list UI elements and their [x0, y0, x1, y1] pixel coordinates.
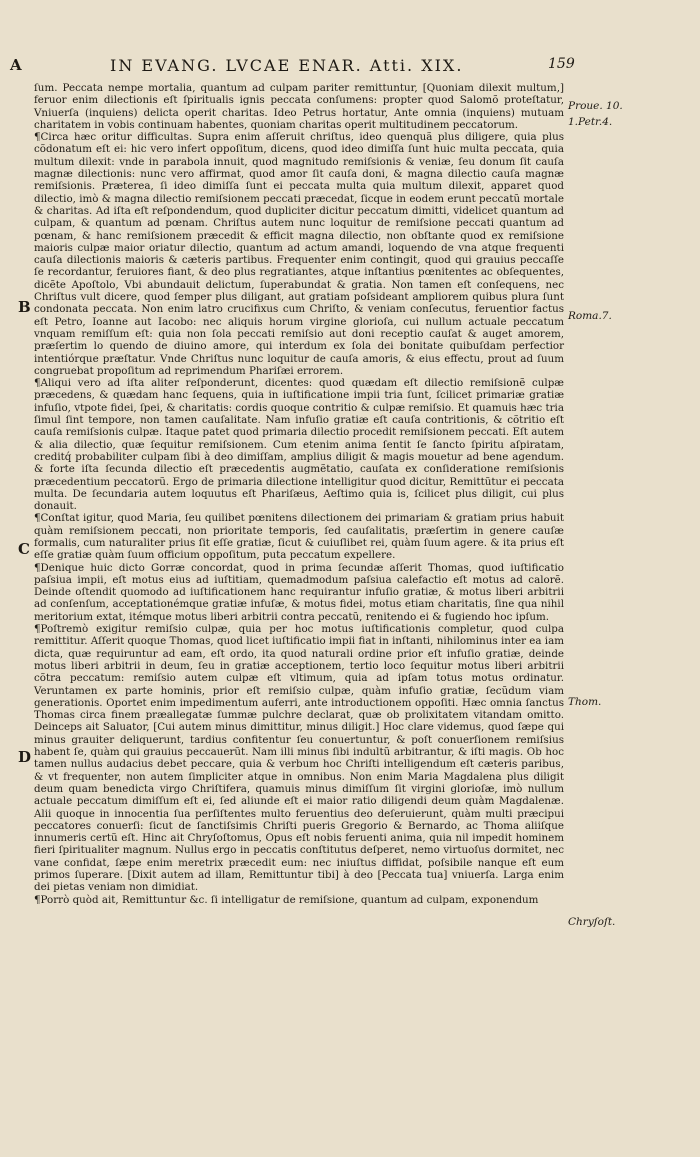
paragraph-6: ¶Poſtremò exigitur remiſsio culpæ, quia per hoc motus iuſtificationis completur, quod culpa remittitur. Aſſerit quoque Thomas, quod licet iuſtificatio impii fiat in inſtanti, nihilominus inter ea iam dicta, quæ requiruntur ad eam, eſt ordo, ita quod naturali ordine prior eſt infuſio gratiæ, deinde motus liberi arbitrii in deum, ſeu in gratiæ acceptionem, tertio loco ſequitur motus liberi arbitrii cõtra peccatum: remiſsio autem culpæ eſt vltimum, quia ad ipſam totus motus ordinatur. Veruntamen ex parte hominis, prior eſt remiſsio culpæ, quàm infuſio gratiæ, ſecũdum viam generationis. Oportet enim impedimentum auferri, ante introductionem oppoſiti. Hæc omnia ſanctus Thomas circa finem præallegatæ ſummæ pulchre declarat, quæ ob prolixitatem vitandam omitto. Deinceps ait Saluator, [Cui autem minus dimittitur, minus diligit.] Hoc clare videmus, quod ſæpe qui minus grauiter deliquerunt, tardius confitentur ſeu conuertuntur, & poſt conuerſionem remiſsius habent ſe, quàm qui grauius peccauerũt. Nam illi minus ſibi indultũ arbitrantur, & iſti magis. Ob hoc tamen nullus audacius debet peccare, quia & verbum hoc Chriſti intelligendum eſt cæteris paribus, & vt frequenter, non autem ſimpliciter atque in omnibus. Non enim Maria Magdalena plus diligit deum quam benedicta virgo Chriſtifera, quamuis minus dimiſſum ſit virgini glorioſæ, imò nullum actuale peccatum dimiſſum eſt ei, ſed aliunde eſt ei maior ratio diligendi deum quàm Magdalenæ. Alii quoque in innocentia ſua perſiſtentes multo feruentius deo deſeruierunt, quàm multi præcipui peccatores conuerſi: ſicut de ſanctiſsimis Chriſti pueris Gregorio & Bernardo, ac Thoma aliiſque innumeris certũ eſt. Hinc ait Chryſoſtomus, Opus eſt nobis feruenti anima, quia nil impedit hominem fieri ſpiritualiter magnum. Nullus ergo in peccatis conſtitutus deſperet, nemo virtuoſus dormitet, nec vane confidat, ſæpe enim meretrix præcedit eum: nec iniuſtus diffidat, poſsibile nanque eſt eum primos ſuperare. [Dixit autem ad illam, Remittuntur tibi] à deo [Peccata tua] vniuerſa. Larga enim dei pietas veniam non dimidiat.	[34, 623, 564, 894]
running-header	[0, 56, 700, 82]
side-note-proverbs: Proue. 10.	[568, 100, 623, 112]
paragraph-5: ¶Denique huic dicto Gorræ concordat, quod in prima ſecundæ aſſerit Thomas, quod iuſtificatio paſsiua impii, eſt motus eius ad iuſtitiam, quemadmodum paſsiua calefactio eſt motus ad calorẽ. Deinde oſtendit quomodo ad iuſtificationem hanc requirantur infuſio gratiæ, & motus liberi arbitrii ad conſenſum, acceptationémque gratiæ infuſæ, & motus fidei, motus etiam charitatis, ſine qua nihil meritorium extat, itémque motus liberi arbitrii contra peccatũ, renitendo ei & fugiendo hoc ipſum.	[34, 561, 564, 623]
running-title: IN EVANG. LVCAE ENAR. Atti. XIX.	[110, 56, 464, 75]
side-note-romans: Roma.7.	[568, 310, 612, 322]
paragraph-1: ſum. Peccata nempe mortalia, quantum ad culpam pariter remittuntur, [Quoniam dilexit multum,] feruor enim dilectionis eſt ſpiritualis ignis peccata conſumens: propter quod Salomõ proteſtatur, Vniuerſa (inquiens) delicta operit charitas. Ideo Petrus hortatur, Ante omnia (inquiens) mutuam charitatem in vobis continuam habentes, quoniam charitas operit multitudinem peccatorum.	[34, 82, 564, 131]
paragraph-3: ¶Aliqui vero ad iſta aliter reſponderunt, dicentes: quod quædam eſt dilectio remiſsionẽ culpæ præcedens, & quædam hanc ſequens, quia in iuſtificatione impii tria ſunt, ſcilicet primariæ gratiæ infuſio, vtpote fidei, ſpei, & charitatis: cordis quoque contritio & culpæ remiſsio. Et quamuis hæc tria ſimul ſint tempore, non tamen cauſalitate. Nam infuſio gratiæ eſt cauſa contritionis, & cõtritio eſt cauſa remiſsionis culpæ. Itaque patet quod primaria dilectio procedit remiſsionem peccati. Eſt autem & alia dilectio, quæ ſequitur remiſsionem. Cum etenim anima ſentit ſe ſancto ſpiritu aſpiratam, creditq́ probabiliter culpam ſibi à deo dimiſſam, amplius diligit & magis mouetur ad bene agendum. & forte iſta ſecunda dilectio eſt præcedentis augmẽtatio, cauſata ex conſideratione remiſsionis præcedentium peccatorũ. Ergo de primaria dilectione intelligitur quod dicitur, Remittũtur ei peccata multa. De ſecundaria autem loquutus eſt Phariſæus, Aeſtimo quia is, ſcilicet plus diligit, cui plus donauit.	[34, 377, 564, 513]
text-column	[34, 82, 564, 906]
paragraph-4: ¶Conſtat igitur, quod Maria, ſeu quilibet pœnitens dilectionem dei primariam & gratiam prius habuit quàm remiſsionem peccati, non prioritate temporis, ſed cauſalitatis, præſertim in genere cauſæ formalis, cum naturaliter prius ſit eſſe gratiæ, ſicut & cuiuſlibet rei, quàm ſuum agere. & ita prius eſt eſſe gratiæ quàm ſuum officium oppoſitum, puta peccatum expellere.	[34, 512, 564, 562]
side-note-chrysostom: Chryſoſt.	[568, 916, 616, 928]
page-number: 159	[548, 56, 575, 72]
margin-letter-c: C	[18, 540, 30, 558]
side-note-peter: 1.Petr.4.	[568, 116, 613, 128]
side-note-thomas: Thom.	[568, 696, 602, 708]
margin-letter-d: D	[18, 748, 32, 766]
paragraph-2: ¶Circa hæc oritur difficultas. Supra enim aſſeruit chriſtus, ideo quenquã plus diligere, quia plus cõdonatum eſt ei: hic vero infert oppoſitum, dicens, quod ideo dimiſſa ſunt huic multa peccata, quia multum dilexit: vnde in parabola innuit, quod magnitudo remiſsionis & veniæ, ſeu donum ſit cauſa magnæ dilectionis: nunc vero affirmat, quod amor ſit cauſa doni, & magna dilectio cauſa magnæ remiſsionis. Præterea, ſi ideo dimiſſa ſunt ei peccata multa quia multum dilexit, apparet quod dilectio, imò & magna dilectio remiſsionem peccati præcedat, ſicque in eodem erunt peccatũ mortale & charitas. Ad iſta eſt reſpondendum, quod dupliciter dicitur peccatum dimitti, videlicet quantum ad culpam, & quantum ad pœnam. Chriſtus autem nunc loquitur de remiſsione peccati quantum ad pœnam, & hanc remiſsionem præcedit & efficit magna dilectio, non obſtante quod ex remiſsione maioris culpæ maior oriatur dilectio, quantum ad actum amandi, loquendo de vna atque frequenti cauſa dilectionis maioris & cæteris partibus. Frequenter enim contingit, quod qui grauius peccaſſe ſe recordantur, feruiores fiant, & deo plus regratiantes, atque inſtantius pœnitentes ac obſequentes, dicẽte Apoſtolo, Vbi abundauit delictum, ſuperabundat & gratia. Non tamen eſt conſequens, nec Chriſtus vult dicere, quod ſemper plus diligant, aut gratiam poſsideant ampliorem quibus plura ſunt condonata peccata. Non enim latro crucifixus cum Chriſto, & veniam conſecutus, feruentior factus eſt Petro, Ioanne aut Iacobo: nec aliquis horum virgine glorioſa, cui nullum actuale peccatum vnquam remiſſum eſt: quia non ſola peccati remiſsio aut doni receptio cauſat & auget amorem, præſertim lo quendo de diuino amore, qui interdum ex ſola dei bonitate quibuſdam perfectior intentiórque præſtatur. Vnde Chriſtus nunc loquitur de cauſa amoris, & eius effectu, prout ad ſuum congruebat propoſitum ad reprimendum Phariſæi errorem.	[34, 131, 564, 377]
paragraph-7: ¶Porrò quòd ait, Remittuntur &c. ſi intelligatur de remiſsione, quantum ad culpam, exponendum	[34, 893, 539, 906]
margin-letter-b: B	[18, 298, 31, 316]
header-margin-letter: A	[10, 56, 23, 74]
